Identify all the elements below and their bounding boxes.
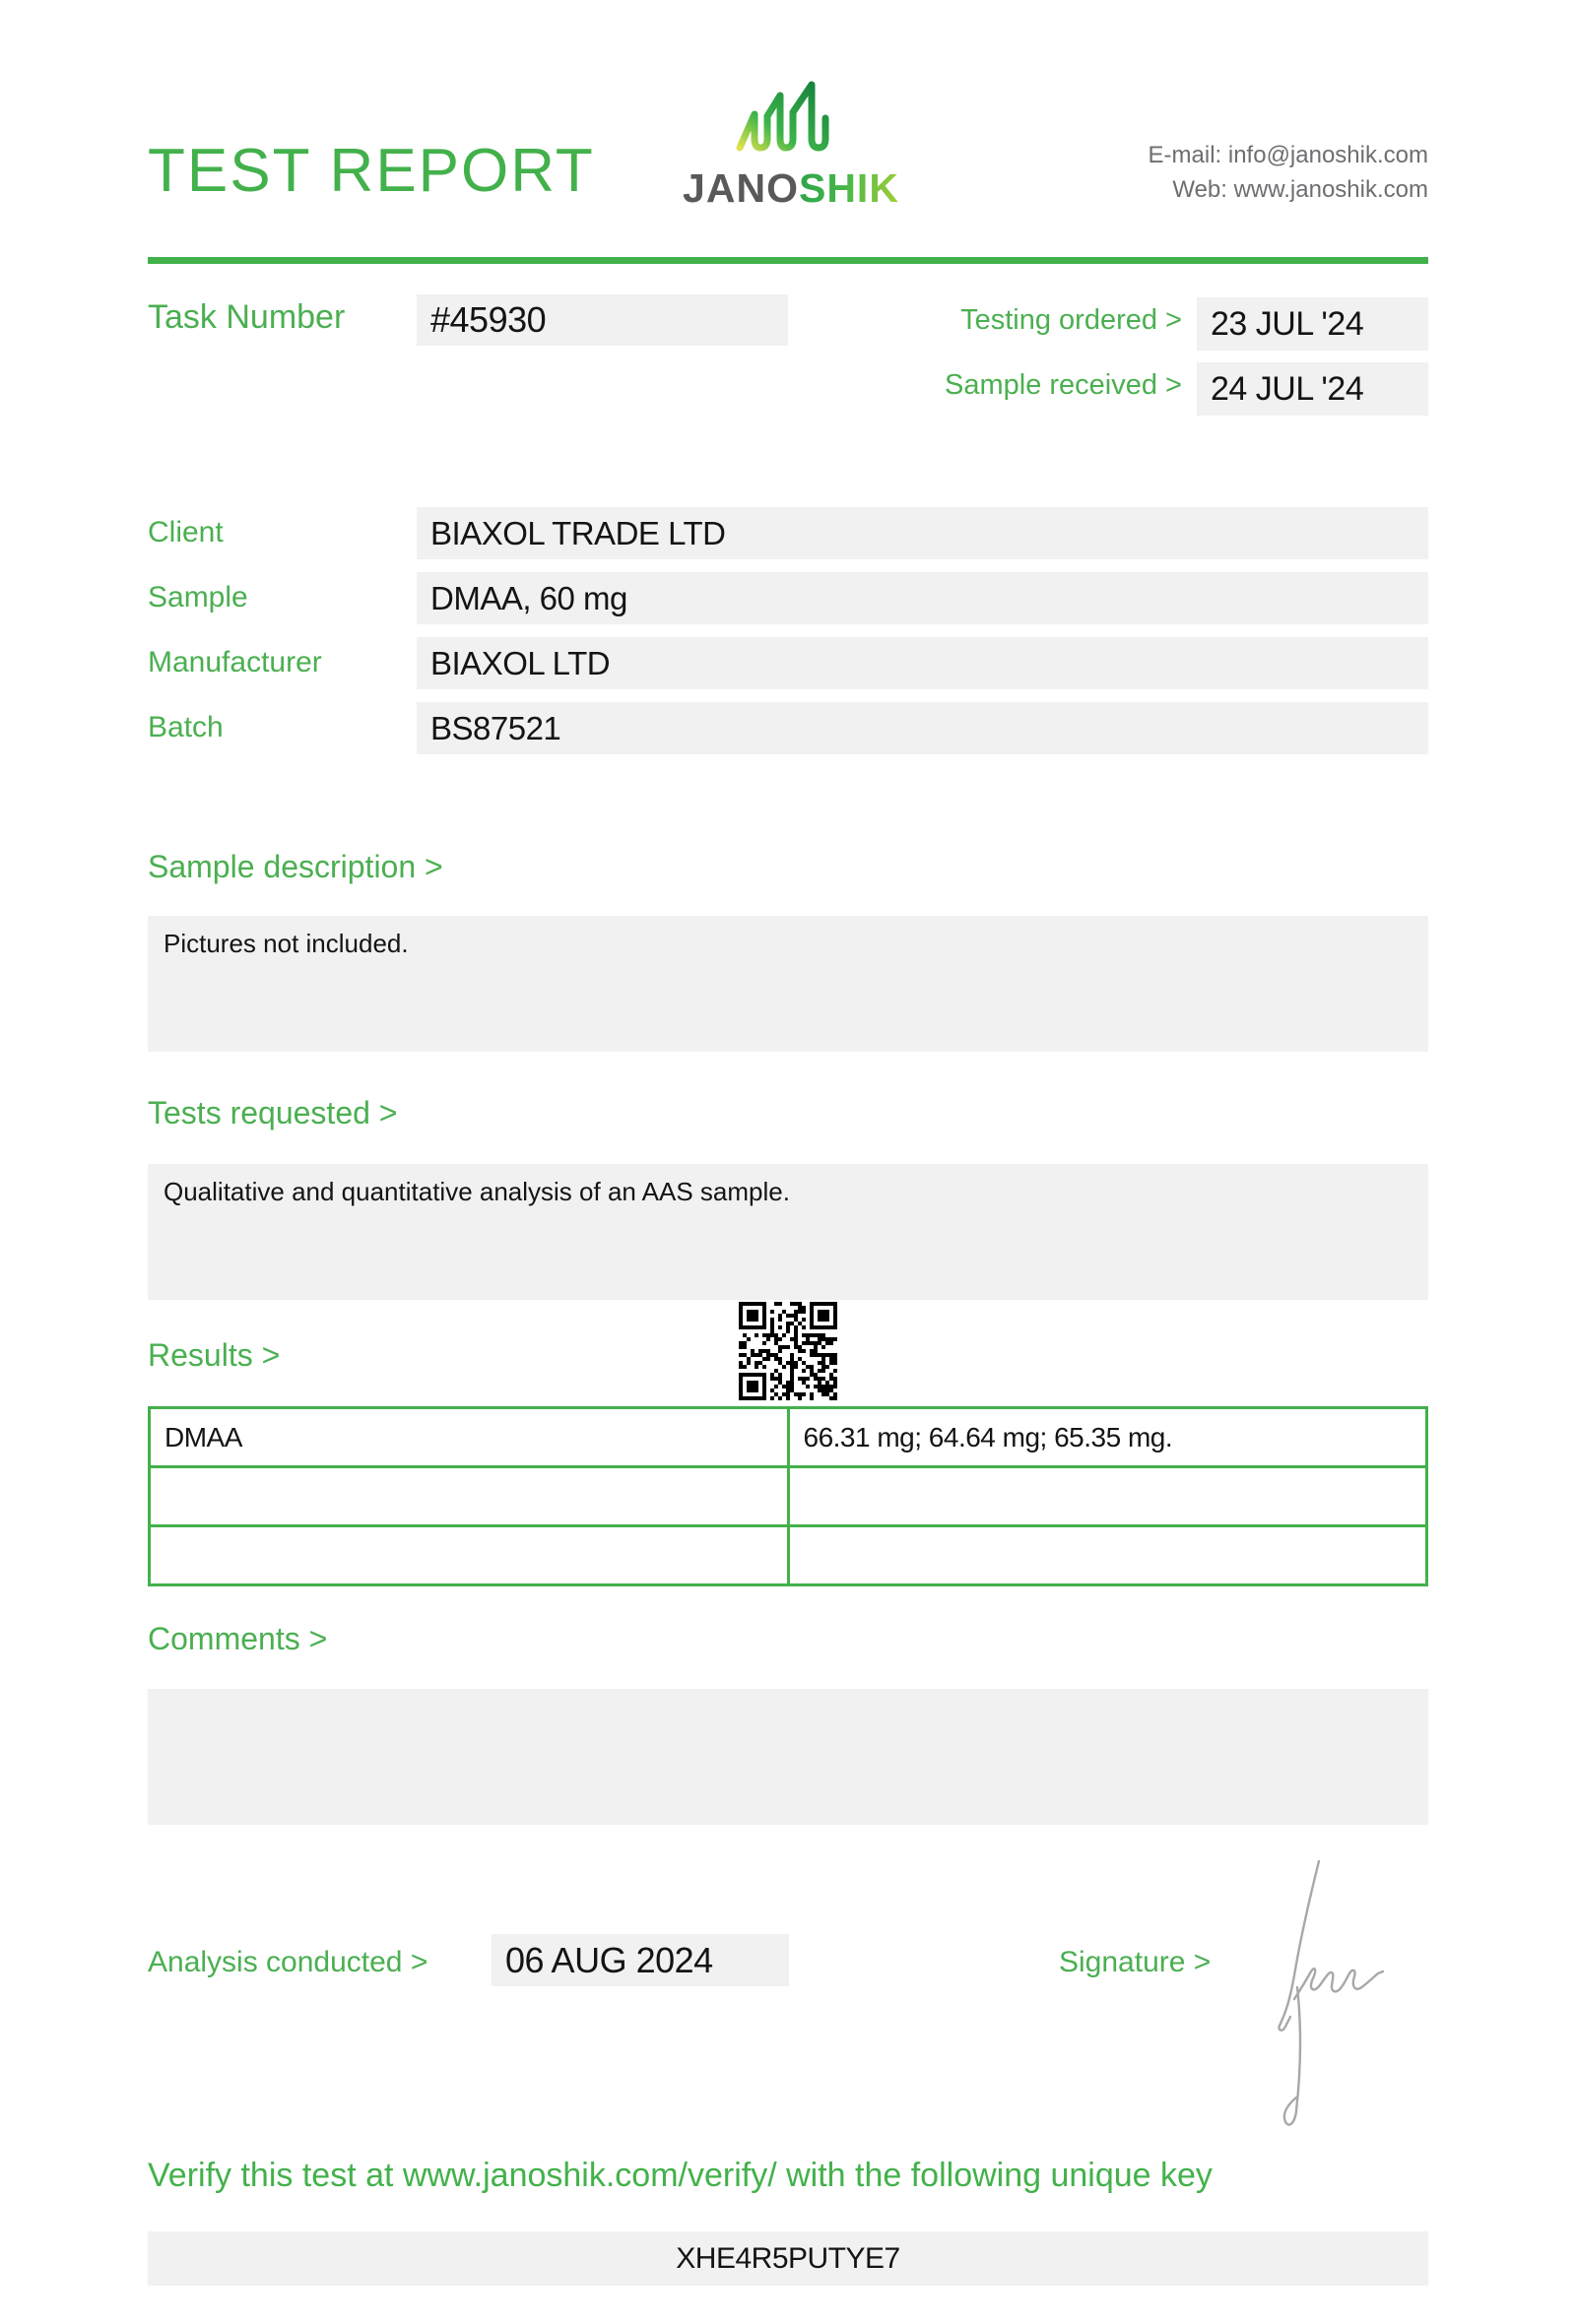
testing-ordered-value: 23 JUL '24: [1211, 304, 1364, 343]
batch-label: Batch: [148, 711, 224, 743]
batch-value: BS87521: [430, 709, 561, 746]
contact-web: Web: www.janoshik.com: [1172, 176, 1428, 203]
handwritten-signature: [1251, 1849, 1448, 2145]
contact-info: [1149, 138, 1428, 207]
contact-email: E-mail: info@janoshik.com: [1148, 142, 1428, 168]
testing-ordered-value-box: [1197, 297, 1428, 351]
logo-text-accent: SHIK: [798, 165, 899, 211]
task-number-label: Task Number: [148, 298, 346, 336]
client-label: Client: [148, 516, 224, 549]
analysis-conducted-label: Analysis conducted >: [148, 1946, 428, 1978]
result-value-cell: [788, 1526, 1427, 1585]
result-value-cell: [788, 1467, 1427, 1526]
unique-key-value: XHE4R5PUTYE7: [676, 2241, 900, 2275]
sample-value-box: [417, 572, 1428, 624]
results-heading: Results >: [148, 1337, 281, 1373]
unique-key-box: [148, 2231, 1428, 2286]
tests-requested-heading: Tests requested >: [148, 1095, 398, 1130]
result-value-cell: 66.31 mg; 64.64 mg; 65.35 mg.: [788, 1408, 1427, 1467]
client-value: BIAXOL TRADE LTD: [430, 514, 726, 551]
result-substance-cell: [150, 1526, 789, 1585]
batch-value-box: [417, 702, 1428, 754]
comments-box: [148, 1689, 1428, 1825]
sample-received-label: Sample received >: [945, 369, 1182, 401]
task-number-value-box: [417, 294, 788, 346]
growth-chart-icon: [735, 79, 835, 163]
logo-text-primary: JANO: [683, 165, 799, 211]
results-table: [148, 1406, 1428, 1586]
results-table-row: [150, 1408, 1427, 1467]
signature-label: Signature >: [1059, 1946, 1212, 1978]
tests-requested-text: Qualitative and quantitative analysis of an AAS sample.: [164, 1177, 790, 1206]
sample-value: DMAA, 60 mg: [430, 579, 627, 616]
results-table-row: [150, 1526, 1427, 1585]
logo-wordmark: [680, 165, 902, 212]
header-divider: [148, 257, 1428, 264]
comments-heading: Comments >: [148, 1621, 328, 1656]
sample-label: Sample: [148, 581, 248, 613]
results-table-row: [150, 1467, 1427, 1526]
analysis-date-box: [492, 1934, 789, 1986]
manufacturer-value: BIAXOL LTD: [430, 644, 611, 681]
result-substance-cell: DMAA: [150, 1408, 789, 1467]
sample-description-box: [148, 916, 1428, 1052]
result-substance-cell: [150, 1467, 789, 1526]
qr-code: [739, 1302, 837, 1400]
sample-description-heading: Sample description >: [148, 849, 443, 884]
page-title: TEST REPORT: [148, 137, 595, 205]
analysis-date-value: 06 AUG 2024: [505, 1939, 713, 1980]
testing-ordered-label: Testing ordered >: [960, 304, 1182, 336]
sample-description-text: Pictures not included.: [164, 929, 409, 958]
client-value-box: [417, 507, 1428, 559]
sample-received-value-box: [1197, 362, 1428, 416]
sample-received-value: 24 JUL '24: [1211, 369, 1364, 408]
task-number-value: #45930: [430, 299, 547, 340]
manufacturer-label: Manufacturer: [148, 646, 322, 678]
verify-instruction: Verify this test at www.janoshik.com/verify/ with the following unique key: [148, 2157, 1213, 2194]
janoshik-logo: [680, 77, 902, 215]
tests-requested-box: [148, 1164, 1428, 1300]
manufacturer-value-box: [417, 637, 1428, 689]
